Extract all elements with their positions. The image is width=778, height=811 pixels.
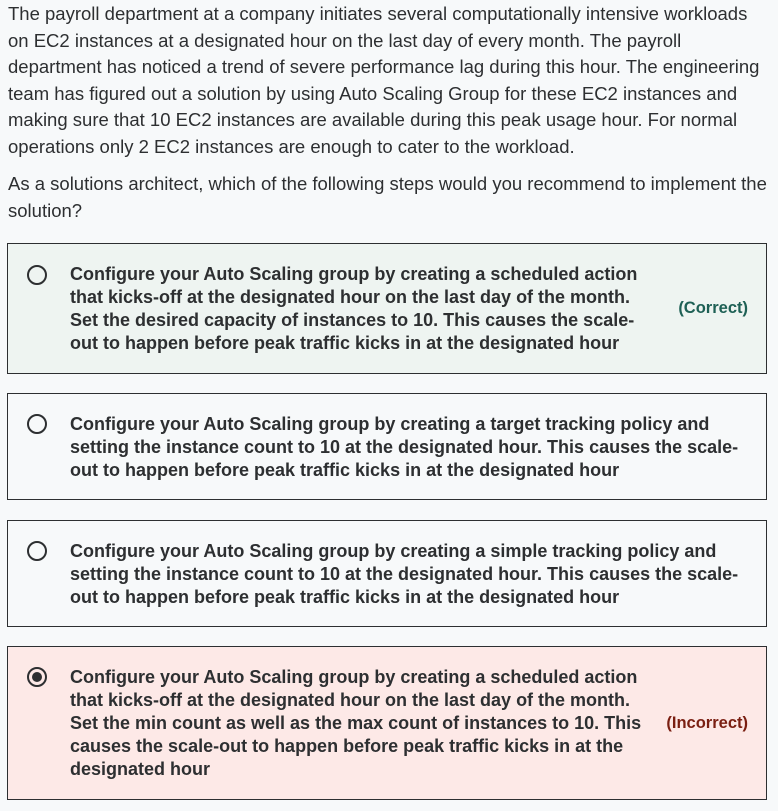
answer-option-3[interactable] [7, 520, 767, 627]
option-4-text: Configure your Auto Scaling group by creating a scheduled action that kicks-off at the designated hour on the last day of the month. Set the min count as well as the max count of instances to 10. This causes the scale-out to happen before peak traffic kicks in at the designated hour [70, 667, 642, 779]
radio-button-option-1[interactable] [27, 265, 47, 285]
answer-option-2[interactable] [7, 393, 767, 500]
incorrect-label: (Incorrect) [666, 714, 748, 732]
correct-label: (Correct) [678, 299, 748, 317]
answer-option-1[interactable] [7, 243, 767, 374]
question-text: The payroll department at a company initiates several computationally intensive workloads on EC2 instances at a designated hour on the last day of every month. The payroll department has noticed a trend of severe performance lag during this hour. The engineering team has figured out a solution by using Auto Scaling Group for these EC2 instances and making sure that 10 EC2 instances are available during this peak usage hour. For normal operations only 2 EC2 instances are enough to cater to the workload. [8, 3, 760, 157]
answer-option-4[interactable] [7, 646, 767, 800]
option-1-text: Configure your Auto Scaling group by creating a scheduled action that kicks-off at the designated hour on the last day of the month. Set the desired capacity of instances to 10. This causes the scale-out to happen before peak traffic kicks in at the designated hour [70, 264, 638, 353]
question-prompt: As a solutions architect, which of the following steps would you recommend to implement the solution? [8, 173, 767, 221]
radio-button-option-4-selected[interactable] [27, 667, 47, 687]
radio-button-option-2[interactable] [27, 414, 47, 434]
option-2-text: Configure your Auto Scaling group by creating a target tracking policy and setting the instance count to 10 at the designated hour. This causes the scale-out to happen before peak traffic kicks in at the designated hour [70, 414, 739, 480]
radio-button-option-3[interactable] [27, 541, 47, 561]
option-3-text: Configure your Auto Scaling group by creating a simple tracking policy and setting the instance count to 10 at the designated hour. This causes the scale-out to happen before peak traffic kicks in at the designated hour [70, 541, 739, 607]
